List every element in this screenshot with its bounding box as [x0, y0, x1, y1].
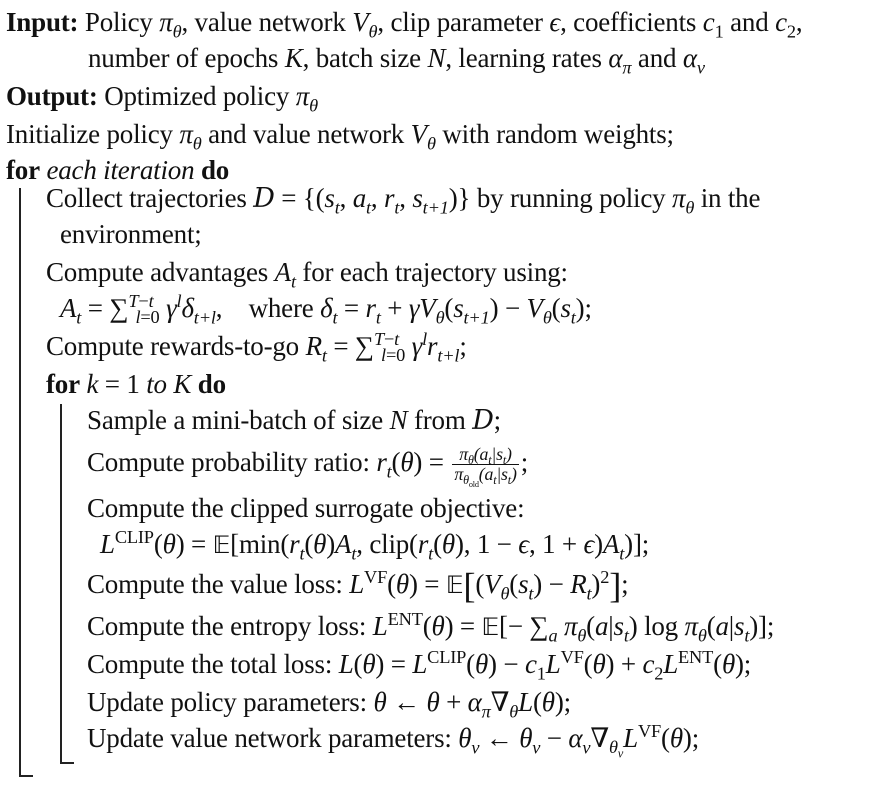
- inner-loop-bar-end: [60, 762, 74, 764]
- input-line-2: number of epochs K, batch size N, learning rates $\alpha_\pi$ and $\alpha_v$: [88, 43, 705, 78]
- prob-ratio-fraction: $\frac{\pi_\theta(a_t|s_t)}{\pi_{\theta_{old}}(a_t|s_t)}$: [454, 443, 517, 489]
- step-collect-cont: environment;: [60, 219, 202, 249]
- clip-formula: $L^{CLIP}(\theta)$ = $𝔼[\min(r_t(\theta)A_t$, $clip(r_t(\theta)$, 1 − ϵ, $1 + \epsilon)A_t$)];: [100, 526, 650, 564]
- step-collect: Collect trajectories $D = \{(s_t$, $a_t$, $r_t$, $s_{t+1}$)} by running policy $\pi_\theta$ in the: [46, 183, 761, 218]
- input-label: Input:: [6, 7, 79, 37]
- step-prob-ratio: Compute probability ratio: $r_t(\theta)$ = $\frac{\pi_\theta(a_t|s_t)}{\pi_{\theta_{old}}(a_t|s_t)}$ ;: [87, 443, 529, 489]
- step-total-loss: Compute the total loss: $L(\theta) = L^{CLIP}(\theta) - c_1L^{VF}(\theta) + c_2L^{ENT}(\theta)$;: [87, 646, 752, 684]
- input-line-1: Input: Policy $\pi_\theta$, value network $V_\theta$, clip parameter ϵ, coefficients $c_1$ and $c_2$,: [6, 7, 803, 42]
- step-clipped: Compute the clipped surrogate objective:: [87, 493, 525, 523]
- output-label: Output:: [6, 81, 98, 111]
- outer-loop-bar: [19, 188, 21, 776]
- outer-for-line: for each iteration do: [6, 155, 230, 185]
- step-sample: Sample a mini-batch of size N from D;: [87, 405, 501, 436]
- step-update-value: Update value network parameters: $\theta_v$ ← $\theta_v - \alpha_v\nabla_{\theta_v}L^{VF}(\theta)$;: [87, 720, 700, 761]
- step-update-policy: Update policy parameters: θ ← $\theta + \alpha_\pi\nabla_\theta L(\theta)$;: [87, 687, 571, 722]
- step-entropy-loss: Compute the entropy loss: $L^{ENT}(\theta)$ = 𝔼[− $\sum_a$ $\pi_\theta(a|s_t)$ $\log \pi_\theta(a|s_t)$];: [87, 608, 775, 646]
- init-line: Initialize policy $\pi_\theta$ and value network $V_\theta$ with random weights;: [6, 119, 674, 154]
- outer-loop-bar-end: [19, 775, 33, 777]
- step-value-loss: Compute the value loss: $L^{VF}(\theta)$ = $𝔼[(V_\theta(s_t) - R_t)^2]$;: [87, 565, 629, 606]
- output-line: Output: Optimized policy $\pi_\theta$: [6, 81, 318, 116]
- inner-loop-bar: [60, 404, 62, 763]
- inner-for-line: for k = 1 to K do: [46, 369, 226, 399]
- step-advantages: Compute advantages $A_t$ for each trajectory using:: [46, 257, 568, 292]
- advantage-formula: $A_t = \sum^{T-t}_{l=0}$ $\gamma^l\delta_{t+l}$, where $\delta_t = r_t + \gamma V_\theta(s_{t+1}) - V_\theta(s_t)$;: [60, 290, 592, 328]
- step-rewards-to-go: Compute rewards-to-go $R_t = \sum^{T-t}_{l=0}$ $\gamma^lr_{t+l}$;: [46, 328, 467, 366]
